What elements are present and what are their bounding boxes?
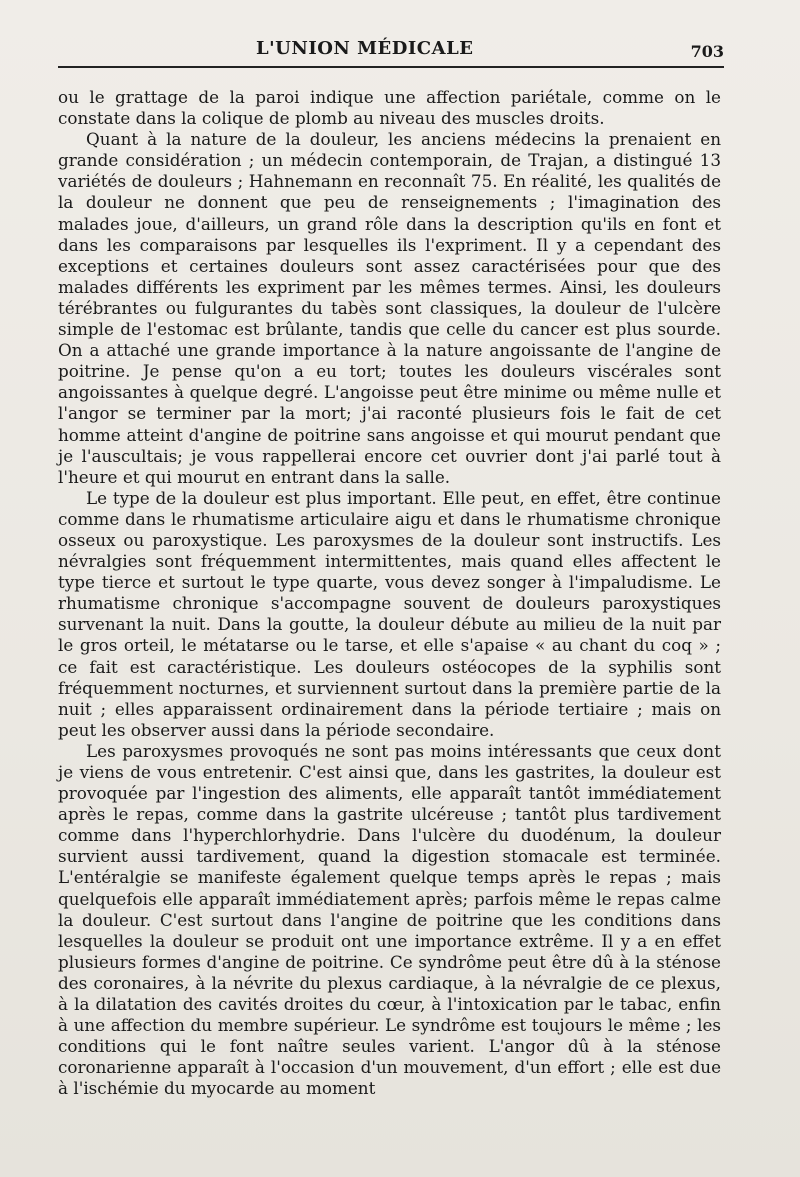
header-rule	[58, 66, 724, 68]
paragraph: Le type de la douleur est plus important. Elle peut, en effet, être continue comme dans le rhumatisme articulaire aigu et dans le rhumatisme chronique osseux ou paroxystique. Les paroxysmes de la douleur sont instructifs. Les névralgies sont fréquemment intermittentes, mais quand elles affectent le type tierce et surtout le type quarte, vous devez songer à l'impaludisme. Le rhumatisme chronique s'accompagne souvent de douleurs paroxystiques survenant la nuit. Dans la goutte, la douleur débute au milieu de la nuit par le gros orteil, le métatarse ou le tarse, et elle s'apaise « au chant du coq » ; ce fait est caractéristique. Les douleurs ostéocopes de la syphilis sont fréquemment nocturnes, et surviennent surtout dans la première partie de la nuit ; elles apparaissent ordinairement dans la période tertiaire ; mais on peut les observer aussi dans la période secondaire.	[58, 487, 721, 740]
paragraph: Les paroxysmes provoqués ne sont pas moins intéressants que ceux dont je viens de vous entretenir. C'est ainsi que, dans les gastrites, la douleur est provoquée par l'ingestion des aliments, elle apparaît tantôt immédiatement après le repas, comme dans la gastrite ulcéreuse ; tantôt plus tardivement comme dans l'hyperchlorhydrie. Dans l'ulcère du duodénum, la douleur survient aussi tardivement, quand la digestion stomacale est terminée. L'entéralgie se manifeste également quelque temps après le repas ; mais quelquefois elle apparaît immédiatement après; parfois même le repas calme la douleur. C'est surtout dans l'angine de poitrine que les conditions dans lesquelles la douleur se produit ont une importance extrême. Il y a en effet plusieurs formes d'angine de poitrine. Ce syndrôme peut être dû à la sténose des coronaires, à la névrite du plexus cardiaque, à la névralgie de ce plexus, à la dilatation des cavités droites du cœur, à l'intoxication par le tabac, enfin à une affection du membre supérieur. Le syndrôme est toujours le même ; les conditions qui le font naître seules varient. L'angor dû à la sténose coronarienne apparaît à l'occasion d'un mouvement, d'un effort ; elle est due à l'ischémie du myocarde au moment	[58, 740, 721, 1099]
page-number: 703	[690, 42, 724, 61]
article-body	[58, 87, 721, 1100]
page-header	[58, 38, 724, 68]
paragraph: ou le grattage de la paroi indique une affection pariétale, comme on le constate dans la colique de plomb au niveau des muscles droits.	[58, 87, 721, 129]
paragraph: Quant à la nature de la douleur, les anciens médecins la prenaient en grande considération ; un médecin contemporain, de Trajan, a distingué 13 variétés de douleurs ; Hahnemann en reconnaît 75. En réalité, les qualités de la douleur ne donnent que peu de renseignements ; l'imagination des malades joue, d'ailleurs, un grand rôle dans la description qu'ils en font et dans les comparaisons par lesquelles ils l'expriment. Il y a cependant des exceptions et certaines douleurs sont assez caractérisées pour que des malades différents les expriment par les mêmes termes. Ainsi, les douleurs térébrantes ou fulgurantes du tabès sont classiques, la douleur de l'ulcère simple de l'estomac est brûlante, tandis que celle du cancer est plus sourde. On a attaché une grande importance à la nature angoissante de l'angine de poitrine. Je pense qu'on a eu tort; toutes les douleurs viscérales sont angoissantes à quelque degré. L'angoisse peut être minime ou même nulle et l'angor se terminer par la mort; j'ai raconté plusieurs fois le fait de cet homme atteint d'angine de poitrine sans angoisse et qui mourut pendant que je l'auscultais; je vous rappellerai encore cet ouvrier dont j'ai parlé tout à l'heure et qui mourut en entrant dans la salle.	[58, 129, 721, 487]
running-title: L'UNION MÉDICALE	[256, 38, 474, 59]
